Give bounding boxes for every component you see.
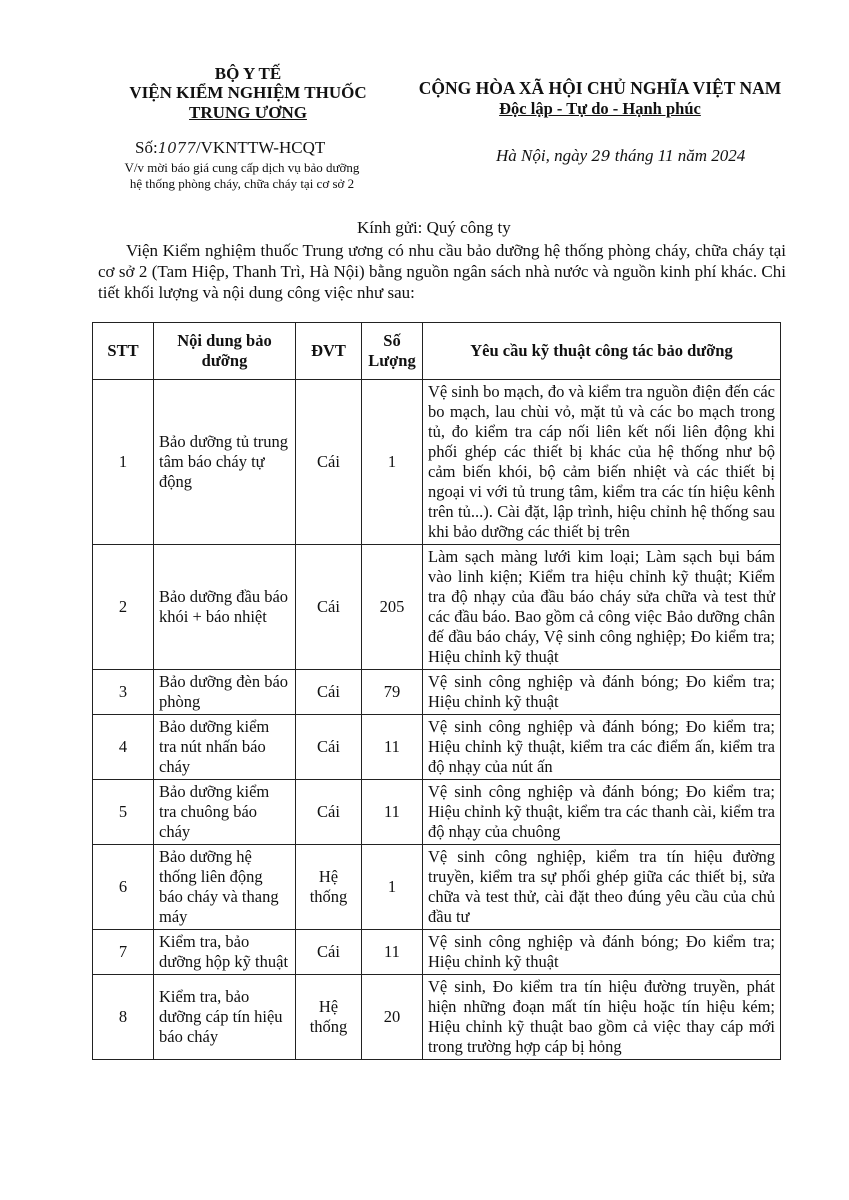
header-stt: STT bbox=[93, 323, 154, 380]
table-row bbox=[93, 380, 781, 545]
row-quantity: 20 bbox=[362, 975, 423, 1060]
row-content: Bảo dưỡng hệ thống liên động báo cháy và thang máy bbox=[154, 845, 296, 930]
row-requirement: Vệ sinh công nghiệp và đánh bóng; Đo kiểm tra; Hiệu chỉnh kỹ thuật, kiểm tra các điểm ấn, kiểm tra độ nhạy của nút ấn bbox=[423, 715, 781, 780]
row-stt: 5 bbox=[93, 780, 154, 845]
row-requirement: Làm sạch màng lưới kim loại; Làm sạch bụi bám vào linh kiện; Kiểm tra hiệu chỉnh kỹ thuật; Kiểm tra độ nhạy của đầu báo cháy sửa chữa và test thử các đầu báo. Bao gồm cả công việc Bảo dưỡng chân đế đầu báo cháy, Vệ sinh công nghiệp; Đo kiểm tra; Hiệu chỉnh kỹ thuật bbox=[423, 545, 781, 670]
doc-number-suffix: /VKNTTW-HCQT bbox=[195, 138, 326, 157]
document-date bbox=[496, 146, 745, 166]
row-quantity: 11 bbox=[362, 780, 423, 845]
row-unit: Cái bbox=[296, 670, 362, 715]
document-number bbox=[135, 138, 325, 158]
row-content: Bảo dưỡng đèn báo phòng bbox=[154, 670, 296, 715]
table-row bbox=[93, 975, 781, 1060]
national-motto: Độc lập - Tự do - Hạnh phúc bbox=[499, 99, 701, 118]
subject-line1: V/v mời báo giá cung cấp dịch vụ bảo dưỡng bbox=[124, 160, 360, 175]
header-content: Nội dung bảo dưỡng bbox=[154, 323, 296, 380]
header-quantity: Số Lượng bbox=[362, 323, 423, 380]
row-requirement: Vệ sinh công nghiệp và đánh bóng; Đo kiểm tra; Hiệu chỉnh kỹ thuật bbox=[423, 670, 781, 715]
row-stt: 3 bbox=[93, 670, 154, 715]
table-row bbox=[93, 545, 781, 670]
institute-name-line2: TRUNG ƯƠNG bbox=[189, 103, 307, 122]
institute-name-line1: VIỆN KIỂM NGHIỆM THUỐC bbox=[129, 83, 367, 102]
country-name: CỘNG HÒA XÃ HỘI CHỦ NGHĨA VIỆT NAM bbox=[418, 78, 782, 98]
table-row bbox=[93, 715, 781, 780]
row-requirement: Vệ sinh công nghiệp và đánh bóng; Đo kiểm tra; Hiệu chỉnh kỹ thuật bbox=[423, 930, 781, 975]
table-row bbox=[93, 930, 781, 975]
row-quantity: 205 bbox=[362, 545, 423, 670]
row-unit: Cái bbox=[296, 380, 362, 545]
row-requirement: Vệ sinh, Đo kiểm tra tín hiệu đường truyền, phát hiện những đoạn mất tín hiệu hoặc tín hiệu kém; Hiệu chỉnh kỹ thuật bao gồm cả việc thay cáp mới trong trường hợp cáp bị hỏng bbox=[423, 975, 781, 1060]
row-content: Bảo dưỡng tủ trung tâm báo cháy tự động bbox=[154, 380, 296, 545]
row-unit: Hệ thống bbox=[296, 975, 362, 1060]
row-stt: 7 bbox=[93, 930, 154, 975]
row-stt: 6 bbox=[93, 845, 154, 930]
table-row bbox=[93, 780, 781, 845]
row-requirement: Vệ sinh công nghiệp, kiểm tra tín hiệu đường truyền, kiểm tra sự phối ghép giữa các thiết bị, sửa chữa và test thử, cài đặt theo đúng yêu cầu của chủ đầu tư bbox=[423, 845, 781, 930]
row-content: Bảo dưỡng kiểm tra chuông báo cháy bbox=[154, 780, 296, 845]
row-unit: Cái bbox=[296, 715, 362, 780]
row-stt: 4 bbox=[93, 715, 154, 780]
row-requirement: Vệ sinh công nghiệp và đánh bóng; Đo kiểm tra; Hiệu chỉnh kỹ thuật, kiểm tra các thanh cài, kiểm tra độ nhạy của chuông bbox=[423, 780, 781, 845]
row-quantity: 1 bbox=[362, 380, 423, 545]
date-suffix: tháng 11 năm 2024 bbox=[614, 146, 746, 165]
row-unit: Cái bbox=[296, 545, 362, 670]
row-quantity: 11 bbox=[362, 715, 423, 780]
maintenance-table bbox=[92, 322, 781, 1060]
issuer-header bbox=[98, 64, 398, 123]
doc-number-handwritten: 1077 bbox=[157, 139, 196, 157]
row-quantity: 79 bbox=[362, 670, 423, 715]
row-stt: 2 bbox=[93, 545, 154, 670]
row-stt: 8 bbox=[93, 975, 154, 1060]
table-row bbox=[93, 845, 781, 930]
date-prefix: Hà Nội, ngày bbox=[496, 146, 588, 165]
row-content: Kiểm tra, bảo dưỡng hộp kỹ thuật bbox=[154, 930, 296, 975]
row-quantity: 11 bbox=[362, 930, 423, 975]
subject-line2: hệ thống phòng cháy, chữa cháy tại cơ sở 2 bbox=[129, 176, 355, 191]
row-requirement: Vệ sinh bo mạch, đo và kiểm tra nguồn điện đến các bo mạch, lau chùi vỏ, mặt tủ và các bo mạch trong tủ, đo kiểm tra cáp nối liên kết nối liên động khi phối ghép các thiết bị khác của hệ thống như bộ cảm biến khói, bộ cảm biến nhiệt và các thiết bị ngoại vi với tủ trung tâm, kiểm tra các tín hiệu kênh trên tủ...). Cài đặt, lập trình, hiệu chỉnh hệ thống sau khi bảo dưỡng các thiết bị trên bbox=[423, 380, 781, 545]
intro-paragraph: Viện Kiểm nghiệm thuốc Trung ương có nhu cầu bảo dưỡng hệ thống phòng cháy, chữa cháy tại cơ sở 2 (Tam Hiệp, Thanh Trì, Hà Nội) bằng nguồn ngân sách nhà nước và nguồn kinh phí khác. Chi tiết khối lượng và nội dung công việc như sau: bbox=[98, 241, 786, 302]
row-content: Bảo dưỡng kiểm tra nút nhấn báo cháy bbox=[154, 715, 296, 780]
row-unit: Cái bbox=[296, 930, 362, 975]
doc-number-prefix: Số: bbox=[135, 138, 158, 157]
header-requirement: Yêu cầu kỹ thuật công tác bảo dưỡng bbox=[423, 323, 781, 380]
table-header-row bbox=[93, 323, 781, 380]
header-unit: ĐVT bbox=[296, 323, 362, 380]
national-header bbox=[390, 78, 810, 120]
row-content: Bảo dưỡng đầu báo khói + báo nhiệt bbox=[154, 545, 296, 670]
row-content: Kiểm tra, bảo dưỡng cáp tín hiệu báo cháy bbox=[154, 975, 296, 1060]
table-row bbox=[93, 670, 781, 715]
greeting: Kính gửi: Quý công ty bbox=[357, 218, 511, 237]
row-quantity: 1 bbox=[362, 845, 423, 930]
row-unit: Cái bbox=[296, 780, 362, 845]
ministry-name: BỘ Y TẾ bbox=[214, 64, 282, 83]
date-day: 29 bbox=[591, 147, 611, 165]
row-unit: Hệ thống bbox=[296, 845, 362, 930]
row-stt: 1 bbox=[93, 380, 154, 545]
document-subject bbox=[72, 160, 412, 192]
